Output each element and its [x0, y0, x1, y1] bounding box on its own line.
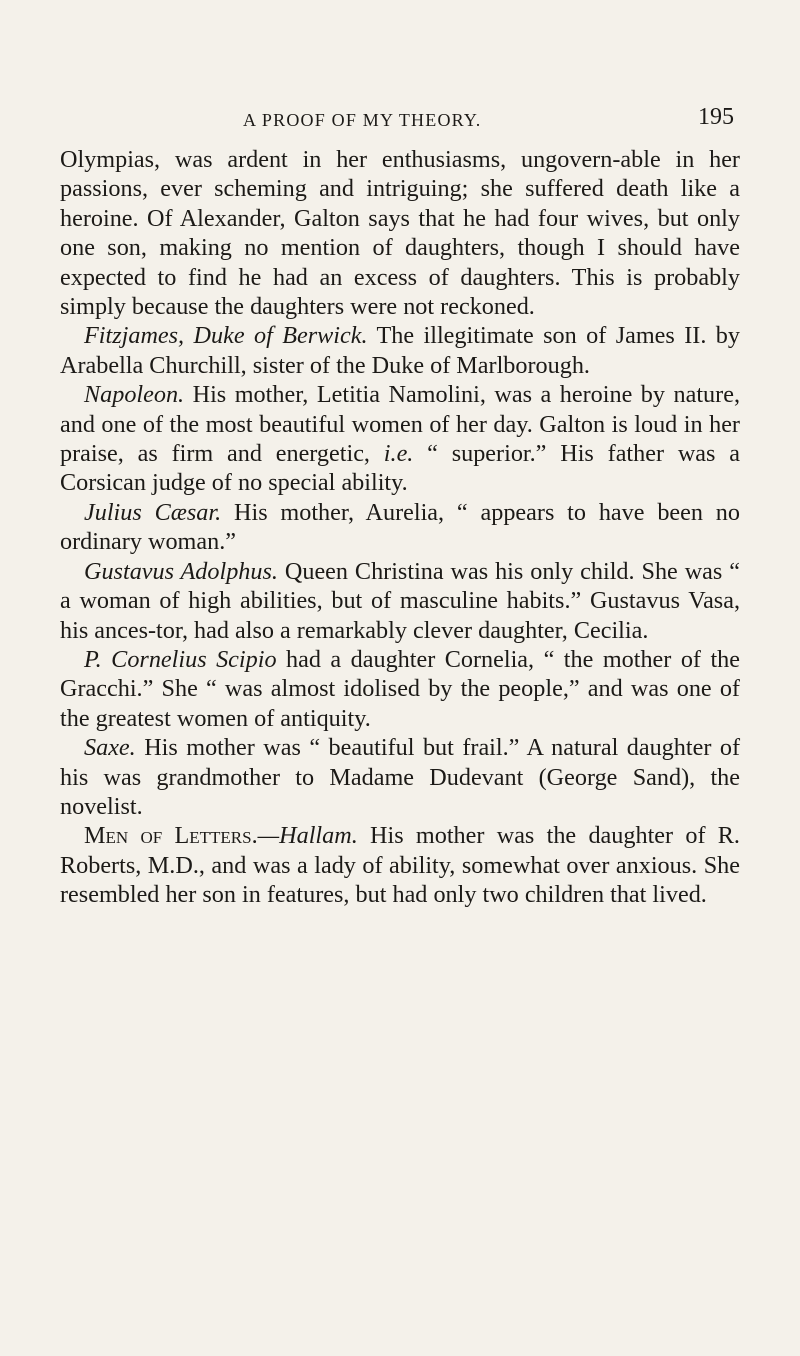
entry-name: Napoleon. [84, 381, 185, 409]
paragraph-olympias [60, 145, 740, 321]
paragraph-text: His mother was “ beautiful but frail.” A natural daughter of his was grandmother to Madame Dudevant (George Sand), the novelist. [60, 734, 740, 820]
paragraph-text: had a daughter Cornelia, “ the mother of the Gracchi.” She “ was almost idolised by the people,” and was one of the greatest women of antiquity. [60, 645, 741, 732]
entry-name: Saxe. [84, 734, 136, 762]
entry-name: —Hallam. [257, 822, 358, 850]
body-text [60, 145, 740, 910]
paragraph-text: Queen Christina was his only child. She was “ a woman of high abilities, but of masculine habits.” Gustavus Vasa, his ances-tor, had also a remarkably clever daughter, Cecilia. [60, 557, 740, 644]
running-title: A PROOF OF MY THEORY. [243, 110, 482, 130]
section-heading: Men of Letters. [84, 822, 258, 850]
paragraph-scipio [60, 645, 740, 733]
paragraph-text: His mother, Letitia Namolini, was a heroine by nature, and one of the most beautiful women of her day. Galton is loud in her praise, as firm and energetic, [60, 381, 740, 468]
page-number: 195 [698, 104, 734, 130]
paragraph-fitzjames [60, 321, 740, 380]
running-header [60, 104, 740, 134]
paragraph-text: “ superior.” His father was a Corsican judge of no special ability. [60, 440, 740, 497]
paragraph-napoleon [60, 380, 740, 498]
paragraph-julius-caesar [60, 498, 740, 557]
entry-name: Gustavus Adolphus. [84, 557, 278, 585]
abbreviation: i.e. [383, 440, 414, 468]
entry-name: Fitzjames, Duke of Berwick. [84, 322, 368, 350]
paragraph-gustavus-adolphus [60, 557, 740, 645]
paragraph-text: Olympias, was ardent in her enthusiasms, ungovern-able in her passions, ever scheming and intriguing; she suffered death like a heroine. Of Alexander, Galton says that he had four wives, but only one son, making no mention of daughters, though I should have expected to find he had an excess of daughters. This is probably simply because the daughters were not reckoned. [60, 146, 740, 321]
paragraph-text: His mother, Aurelia, “ appears to have been no ordinary woman.” [60, 498, 740, 556]
paragraph-men-of-letters [60, 821, 740, 909]
paragraph-text: The illegitimate son of James II. by Arabella Churchill, sister of the Duke of Marlborough. [60, 322, 740, 379]
paragraph-text: His mother was the daughter of R. Roberts, M.D., and was a lady of ability, somewhat over anxious. She resembled her son in features, but had only two children that lived. [60, 822, 740, 909]
entry-name: Julius Cæsar. [84, 498, 222, 526]
entry-name: P. Cornelius Scipio [84, 645, 277, 673]
paragraph-saxe [60, 733, 740, 821]
